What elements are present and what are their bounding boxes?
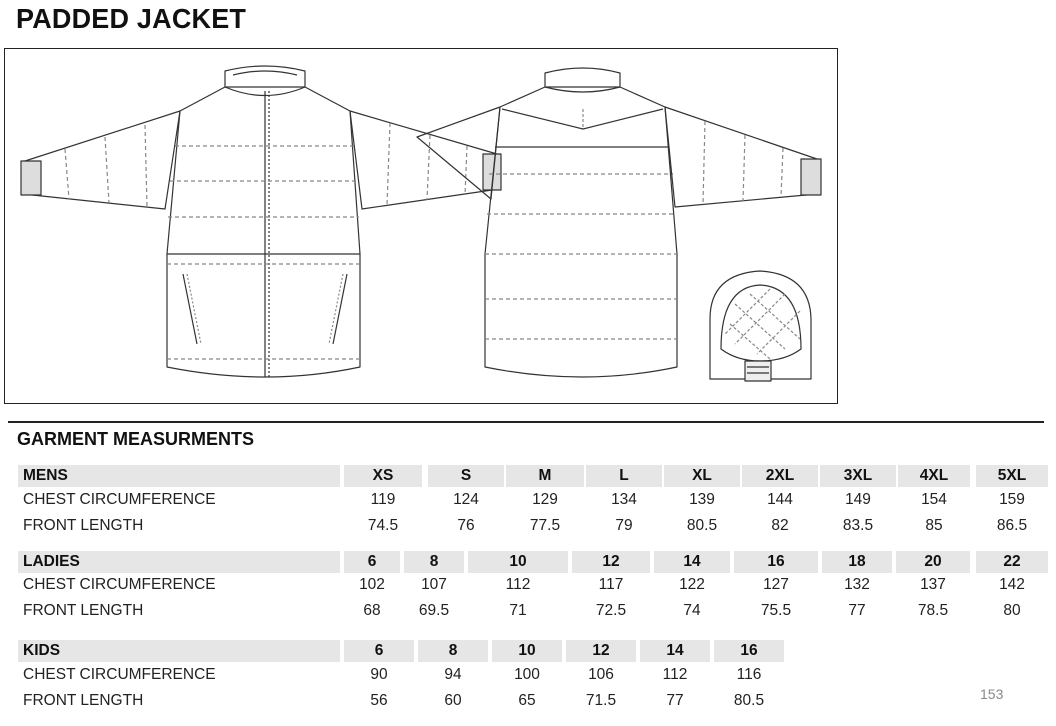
measurement-value: 72.5 (595, 602, 627, 619)
measurement-value: 68 (363, 602, 381, 619)
measurement-value: 80 (1003, 602, 1021, 619)
measurement-value: 149 (845, 491, 871, 508)
size-header: M (538, 467, 552, 484)
measurement-value: 76 (457, 517, 475, 534)
size-header: 10 (509, 553, 527, 570)
measurement-value: 77.5 (529, 517, 561, 534)
ladies-header-row (18, 551, 1048, 573)
section-title: GARMENT MEASURMENTS (17, 429, 254, 449)
technical-drawing-frame (4, 48, 838, 404)
measurement-value: 90 (370, 666, 388, 683)
size-header: XS (372, 467, 394, 484)
size-header: 4XL (919, 467, 949, 484)
size-header: 22 (1003, 553, 1021, 570)
table-row (18, 690, 788, 712)
measurement-value: 56 (370, 692, 388, 709)
table-row (18, 515, 1048, 537)
measurement-value: 134 (611, 491, 637, 508)
page-title: PADDED JACKET (16, 3, 247, 35)
measurement-value: 80.5 (733, 692, 765, 709)
table-row (18, 600, 1048, 622)
row-label: CHEST CIRCUMFERENCE (23, 491, 216, 508)
measurement-value: 116 (736, 666, 762, 683)
measurement-value: 117 (598, 576, 624, 593)
kids-header-row (18, 640, 788, 662)
measurement-value: 102 (359, 576, 385, 593)
measurement-value: 100 (514, 666, 540, 683)
technical-drawing (5, 49, 839, 405)
size-header: 6 (367, 553, 377, 570)
ladies-table-header: LADIES (23, 553, 80, 570)
size-header: 14 (666, 642, 684, 659)
size-header: 16 (767, 553, 785, 570)
measurement-value: 71.5 (585, 692, 617, 709)
measurement-value: 71 (509, 602, 527, 619)
table-row (18, 489, 1048, 511)
size-header: 8 (448, 642, 458, 659)
size-header: 12 (602, 553, 620, 570)
measurement-value: 74.5 (367, 517, 399, 534)
measurement-value: 77 (666, 692, 684, 709)
measurement-value: 78.5 (917, 602, 949, 619)
size-header: 8 (429, 553, 439, 570)
measurement-value: 129 (532, 491, 558, 508)
size-header: 10 (518, 642, 536, 659)
measurement-value: 119 (370, 491, 396, 508)
mens-table-header: MENS (23, 467, 68, 484)
hood-detail-drawing (710, 271, 811, 381)
size-header: 3XL (843, 467, 873, 484)
measurement-value: 154 (921, 491, 947, 508)
page-number: 153 (980, 686, 1004, 702)
measurement-value: 122 (679, 576, 705, 593)
measurement-value: 142 (999, 576, 1025, 593)
size-header: L (619, 467, 629, 484)
measurement-value: 85 (925, 517, 943, 534)
measurement-value: 139 (689, 491, 715, 508)
measurement-value: 80.5 (686, 517, 718, 534)
measurement-value: 74 (683, 602, 701, 619)
measurement-value: 79 (615, 517, 633, 534)
measurement-value: 124 (453, 491, 479, 508)
kids-table-header: KIDS (23, 642, 61, 659)
size-header: 14 (683, 553, 701, 570)
measurement-value: 75.5 (760, 602, 792, 619)
measurement-value: 60 (444, 692, 462, 709)
measurement-value: 112 (505, 576, 531, 593)
size-header: 16 (740, 642, 758, 659)
measurement-value: 127 (763, 576, 789, 593)
measurement-value: 112 (662, 666, 688, 683)
size-header: 18 (848, 553, 866, 570)
measurement-value: 137 (920, 576, 946, 593)
row-label: CHEST CIRCUMFERENCE (23, 666, 216, 683)
measurement-value: 132 (844, 576, 870, 593)
measurement-value: 106 (588, 666, 614, 683)
size-header: 20 (924, 553, 942, 570)
size-header: 6 (374, 642, 384, 659)
mens-header-row (18, 465, 1048, 487)
table-row (18, 574, 1048, 596)
size-header: 5XL (997, 467, 1027, 484)
measurement-value: 107 (421, 576, 447, 593)
measurement-value: 94 (444, 666, 462, 683)
row-label: FRONT LENGTH (23, 602, 144, 619)
row-label: FRONT LENGTH (23, 692, 144, 709)
measurement-value: 159 (999, 491, 1025, 508)
measurement-value: 77 (848, 602, 866, 619)
measurement-value: 65 (518, 692, 536, 709)
size-header: 12 (592, 642, 610, 659)
jacket-back-drawing (417, 68, 821, 377)
measurement-value: 144 (767, 491, 793, 508)
measurement-value: 83.5 (842, 517, 874, 534)
section-divider (8, 421, 1044, 423)
table-row (18, 664, 788, 686)
measurement-value: 86.5 (996, 517, 1028, 534)
row-label: FRONT LENGTH (23, 517, 144, 534)
measurement-value: 82 (771, 517, 789, 534)
measurement-value: 69.5 (418, 602, 450, 619)
size-header: 2XL (765, 467, 795, 484)
jacket-front-drawing (21, 66, 501, 377)
size-header: XL (692, 467, 712, 484)
row-label: CHEST CIRCUMFERENCE (23, 576, 216, 593)
size-header: S (460, 467, 472, 484)
